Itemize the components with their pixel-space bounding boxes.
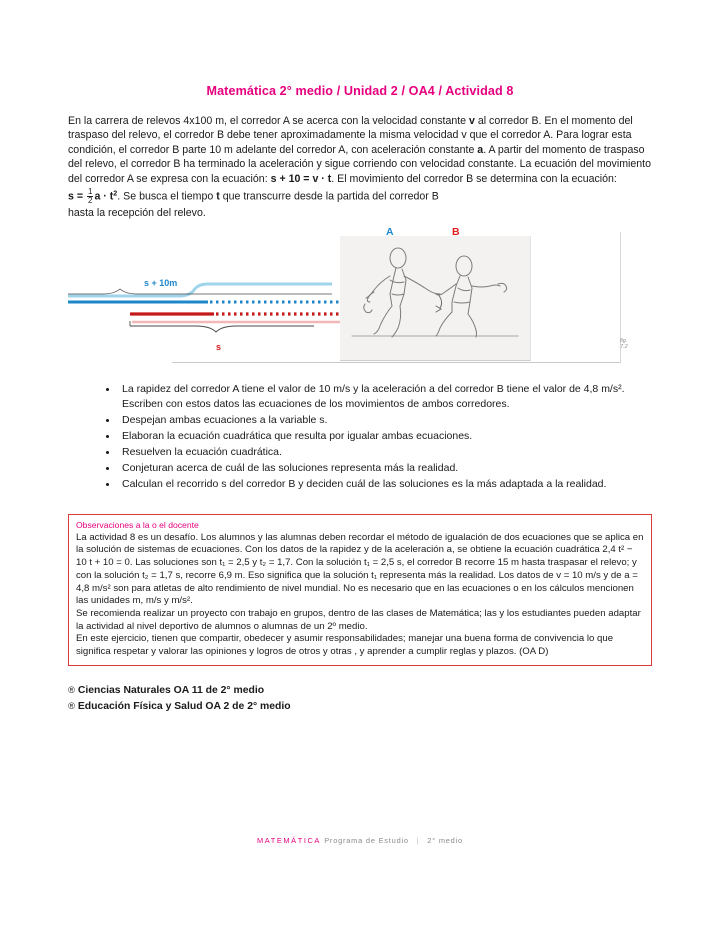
equation-2-s: s bbox=[68, 190, 74, 203]
intro-part-3: . A partir del momento de traspaso del relevo, el corredor B ha terminado la aceleración y sigue corriendo con velocidad constante. La ecuación del movimiento del corredor A se expresa con la ecuación: bbox=[68, 143, 651, 185]
distance-label-bottom: s bbox=[216, 342, 222, 353]
equation-2-exponent: 2 bbox=[113, 188, 118, 198]
observations-body bbox=[76, 532, 644, 659]
oa-reference-item bbox=[68, 698, 652, 714]
oa-reference-item bbox=[68, 682, 652, 698]
equation-2-t: t bbox=[109, 190, 114, 203]
intro-part-2: al corredor B. En el momento del traspaso del relevo, el corredor B debe tener aproximadamente la misma velocidad v que el corredor A. Para lograr esta condición, el corredor B parte 10 m adelante del corredor A, con aceleración constante bbox=[68, 115, 633, 156]
oa-reference-label: Educación Física y Salud OA 2 de 2° medio bbox=[77, 700, 291, 712]
equation-2-dot: · bbox=[100, 190, 110, 203]
variable-t-2: t bbox=[216, 190, 220, 203]
figure-photo bbox=[340, 236, 628, 361]
equation-1-t: t bbox=[327, 172, 332, 185]
footer-subject: MATEMÁTICA bbox=[257, 836, 321, 845]
runners-illustration-svg bbox=[340, 236, 530, 360]
intro-part-1: En la carrera de relevos 4x100 m, el corredor A se acerca con la velocidad constante bbox=[68, 115, 470, 127]
list-item: • Despejan ambas ecuaciones a la variable s. bbox=[118, 413, 652, 428]
intro-part-5: . Se busca el tiempo bbox=[117, 190, 217, 203]
equation-2 bbox=[68, 186, 117, 206]
list-item: • La rapidez del corredor A tiene el valor de 10 m/s y la aceleración a del corredor B tiene el valor de 4,8 m/s². Escriben con estos datos las ecuaciones de los movimientos de ambos corredores. bbox=[118, 382, 652, 411]
footer-program-group bbox=[324, 836, 463, 845]
fraction-numerator: 1 bbox=[87, 186, 93, 196]
list-item: • Calculan el recorrido s del corredor B y deciden cuál de las soluciones es la más adaptada a la realidad. bbox=[118, 477, 652, 492]
runner-b-label: B bbox=[452, 226, 460, 239]
observations-paragraph: En este ejercicio, tienen que compartir, obedecer y asumir responsabilidades; manejar una buena forma de convivencia lo que significa respetar y valorar las opiniones y logros de otros y otras , y aprender a cumplir reglas y plazos. (OA D) bbox=[76, 633, 614, 658]
observations-paragraph: Se recomienda realizar un proyecto con trabajo en grupos, dentro de las clases de Matemática; las y los estudiantes pueden adaptar la actividad al nivel deportivo de alumnos o alumnas de un 2º medio. bbox=[76, 607, 641, 632]
observations-paragraph: La actividad 8 es un desafío. Los alumnos y las alumnas deben recordar el método de igualación de dos ecuaciones que se aplica en la solución de sistemas de ecuaciones. Con los datos de la rapidez y de la aceleración a, se obtiene la ecuación cuadrática 2,4 t² − 10 t + 10 = 0. Las soluciones son t₁ = 2,5 y t₂ = 1,7. Con la solución t₁ = 2,5 s, el corredor B recorre 15 m hasta traspasar el relevo; y con la solución t₂ = 1,7 s, recorre 6,9 m. Eso significa que la solución t₁ representa más la realidad. Los datos de v = 10 m/s y de a = 4,8 m/s² son para atletas de alto rendimiento de nivel mundial. No es necesario que en las ecuaciones o en los cálculos mencionen las unidades m, m/s y m/s². bbox=[76, 531, 644, 607]
intro-part-7: hasta la recepción del relevo. bbox=[68, 206, 206, 219]
figure-caption: fig. 7.2 bbox=[620, 338, 628, 351]
list-item: • Conjeturan acerca de cuál de las soluciones representa más la realidad. bbox=[118, 461, 652, 476]
list-item: • Resuelven la ecuación cuadrática. bbox=[118, 445, 652, 460]
page-content bbox=[68, 0, 652, 714]
distance-label-top: s + 10m bbox=[144, 278, 178, 289]
equation-2-a: a bbox=[94, 190, 101, 203]
intro-text bbox=[68, 114, 652, 206]
runner-a-label: A bbox=[386, 226, 394, 239]
intro-part-6: que transcurre desde la partida del corredor B bbox=[219, 190, 439, 203]
equation-1-dot: · bbox=[318, 172, 328, 185]
page-title: Matemática 2° medio / Unidad 2 / OA4 / Actividad 8 bbox=[206, 84, 514, 98]
oa-reference-label: Ciencias Naturales OA 11 de 2° medio bbox=[77, 684, 265, 696]
intro-paragraph bbox=[68, 114, 652, 220]
page-footer bbox=[0, 836, 720, 845]
equation-1-v: v bbox=[312, 172, 319, 185]
fraction-denominator: 2 bbox=[87, 196, 93, 206]
equation-2-equals: = bbox=[73, 190, 86, 203]
variable-v-1: v bbox=[469, 115, 475, 127]
fraction-one-half bbox=[87, 188, 93, 206]
equation-1-s: s bbox=[270, 172, 277, 185]
footer-level: 2° medio bbox=[427, 836, 463, 845]
relay-race-figure bbox=[68, 226, 652, 374]
list-item: • Elaboran la ecuación cuadrática que resulta por igualar ambas ecuaciones. bbox=[118, 429, 652, 444]
equation-1-plus: + 10 = bbox=[276, 172, 313, 185]
footer-separator: | bbox=[416, 836, 420, 845]
task-list bbox=[68, 382, 652, 492]
intro-part-4: . El movimiento del corredor B se determina con la ecuación: bbox=[331, 172, 617, 185]
registered-icon: ® bbox=[68, 699, 75, 711]
observations-title: Observaciones a la o el docente bbox=[76, 519, 199, 530]
footer-program: Programa de Estudio bbox=[324, 836, 409, 845]
oa-references bbox=[68, 682, 652, 714]
teacher-observations-box bbox=[68, 514, 652, 666]
registered-icon: ® bbox=[68, 683, 75, 695]
variable-a-1: a bbox=[477, 143, 484, 156]
